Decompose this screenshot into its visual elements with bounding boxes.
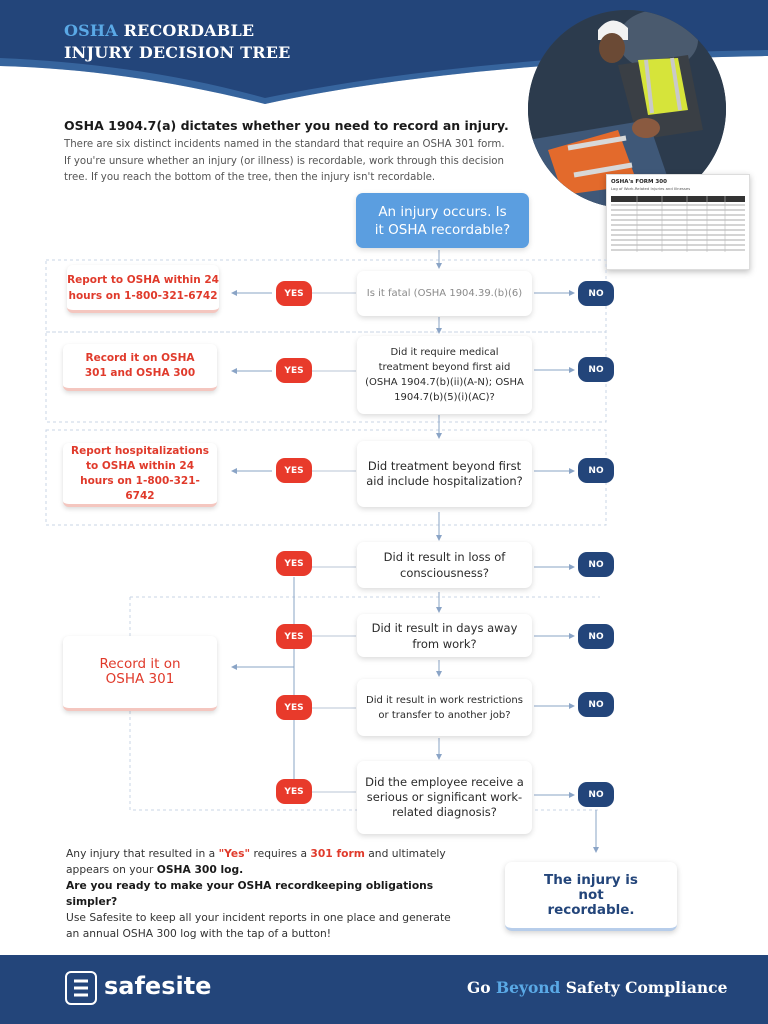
form-card-title: OSHA's FORM 300 [611, 179, 667, 185]
title-line2: INJURY DECISION TREE [64, 43, 291, 62]
intro-heading: OSHA 1904.7(a) dictates whether you need to record an injury. [64, 118, 509, 133]
question-fatal [357, 271, 532, 316]
no-badge: NO [578, 692, 614, 717]
note-body: Use Safesite to keep all your incident reports in one place and generate an annual OSHA 300 log with the tap of a button! [66, 911, 451, 940]
no-badge: NO [578, 782, 614, 807]
intro-body: There are six distinct incidents named in the standard that require an OSHA 301 form. If you're unsure whether an injury (or illness) is recordable, work through this decision tree. If you reach the bottom of the tree, then the injury isn't recordable. [64, 139, 505, 183]
question-days-away [357, 614, 532, 657]
safesite-logo-text: safesite [104, 972, 212, 1000]
no-badge: NO [578, 552, 614, 577]
start-question-text: An injury occurs. Is it OSHA recordable? [374, 203, 511, 238]
question-days-away-text: Did it result in days away from work? [371, 620, 518, 651]
outcome-record-301-300 [63, 344, 217, 391]
outcome-not-recordable [505, 862, 677, 931]
yes-badge: YES [276, 458, 312, 483]
outcome-not-recordable-text: The injury is not recordable. [544, 871, 638, 918]
outcome-record-301 [63, 636, 217, 711]
tagline-highlight: Beyond [495, 978, 561, 997]
question-medical-treatment [357, 336, 532, 414]
note-text: requires a [250, 847, 311, 860]
question-hospitalization-text: Did treatment beyond first aid include hospitalization? [366, 459, 523, 488]
outcome-record-301-text: Record it on OSHA 301 [99, 656, 181, 687]
outcome-report-hospitalization-text: Report hospitalizations to OSHA within 24 hours on 1-800-321-6742 [71, 444, 209, 502]
no-badge: NO [578, 357, 614, 382]
note-question: Are you ready to make your OSHA recordkeeping obligations simpler? [66, 879, 434, 908]
note-301-highlight: 301 form [310, 847, 365, 860]
question-hospitalization [357, 441, 532, 507]
note-text: Any injury that resulted in a [66, 847, 219, 860]
yes-badge: YES [276, 358, 312, 383]
no-badge: NO [578, 624, 614, 649]
bottom-note [66, 846, 466, 942]
question-loss-of-consciousness-text: Did it result in loss of consciousness? [383, 550, 506, 580]
yes-badge: YES [276, 779, 312, 804]
note-300-log: OSHA 300 log. [156, 863, 244, 876]
title-highlight: OSHA [64, 21, 118, 40]
form-card-subtitle: Log of Work-Related Injuries and Illnesses [611, 186, 691, 191]
question-fatal-text: Is it fatal (OSHA 1904.39.(b)(6) [366, 288, 523, 299]
no-badge: NO [578, 281, 614, 306]
title-line1: RECORDABLE [123, 21, 255, 40]
question-diagnosis [357, 761, 532, 834]
yes-badge: YES [276, 624, 312, 649]
note-summary [66, 846, 466, 878]
question-diagnosis-text: Did the employee receive a serious or significant work-related diagnosis? [365, 775, 524, 819]
yes-badge: YES [276, 695, 312, 720]
outcome-report-fatality [67, 265, 219, 313]
outcome-report-hospitalization [63, 443, 217, 507]
outcome-record-301-300-text: Record it on OSHA 301 and OSHA 300 [84, 352, 196, 379]
safesite-logo-icon [65, 971, 97, 1005]
start-question [356, 193, 529, 248]
note-yes-highlight: "Yes" [218, 847, 251, 860]
yes-badge: YES [276, 551, 312, 576]
question-work-restrictions [357, 679, 532, 736]
question-medical-treatment-text: Did it require medical treatment beyond first aid (OSHA 1904.7(b)(ii)(A-N); OSHA 1904.7(b)(5)(i)(AC)? [365, 347, 524, 403]
no-badge: NO [578, 458, 614, 483]
note-text: and ultimately appears on your [66, 847, 446, 876]
tagline-text: Safety Compliance [560, 978, 728, 997]
question-work-restrictions-text: Did it result in work restrictions or transfer to another job? [366, 694, 523, 721]
tagline-text: Go [467, 978, 496, 997]
outcome-report-fatality-text: Report to OSHA within 24 hours on 1-800-321-6742 [67, 273, 219, 302]
footer-tagline [467, 978, 727, 997]
question-loss-of-consciousness [357, 542, 532, 588]
yes-badge: YES [276, 281, 312, 306]
